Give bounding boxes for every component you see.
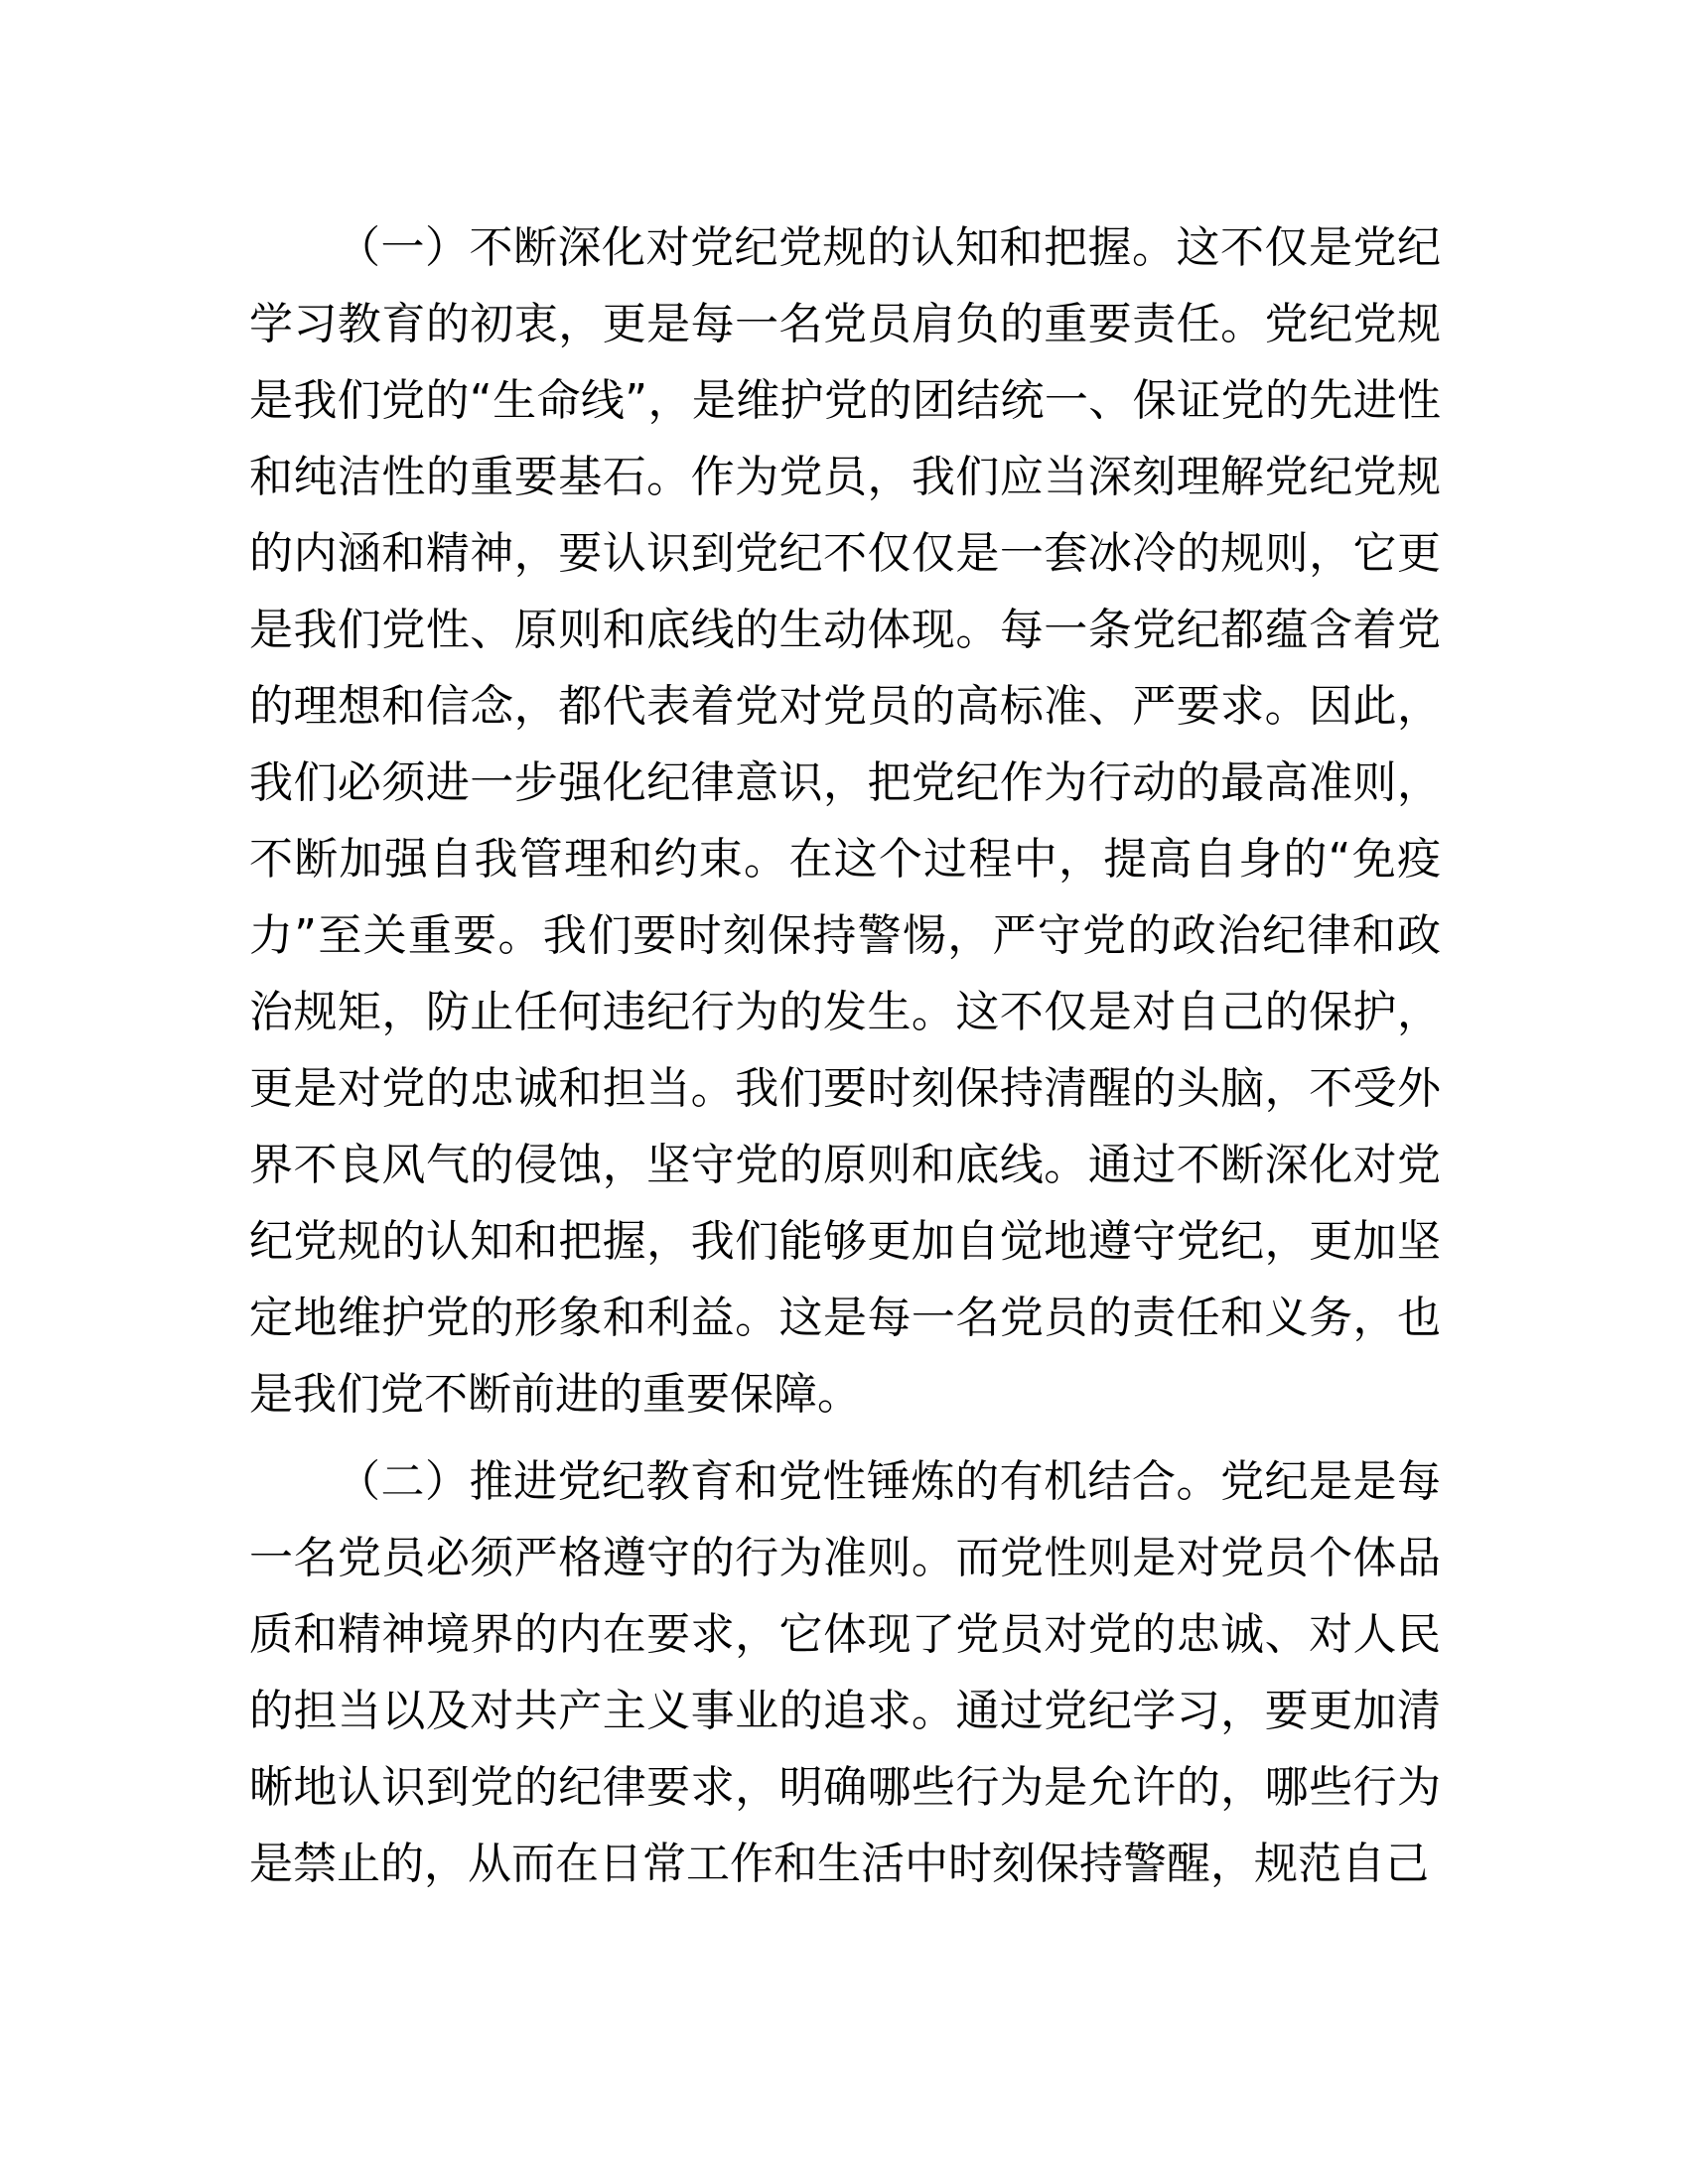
paragraph-spacer xyxy=(249,1433,1441,1443)
paragraph-2: （二）推进党纪教育和党性锤炼的有机结合。党纪是是每一名党员必须严格遵守的行为准则。而党性则是对党员个体品质和精神境界的内在要求，它体现了党员对党的忠诚、对人民的担当以及对共产主义事业的追求。通过党纪学习，要更加清晰地认识到党的纪律要求，明确哪些行为是允许的，哪些行为是禁止的，从而在日常工作和生活中时刻保持警醒，规范自己 xyxy=(249,1456,1441,1889)
document-body xyxy=(249,209,1441,1902)
paragraph-1: （一）不断深化对党纪党规的认知和把握。这不仅是党纪学习教育的初衷，更是每一名党员肩负的重要责任。党纪党规是我们党的“生命线”，是维护党的团结统一、保证党的先进性和纯洁性的重要基石。作为党员，我们应当深刻理解党纪党规的内涵和精神，要认识到党纪不仅仅是一套冰冷的规则，它更是我们党性、原则和底线的生动体现。每一条党纪都蕴含着党的理想和信念，都代表着党对党员的高标准、严要求。因此，我们必须进一步强化纪律意识，把党纪作为行动的最高准则，不断加强自我管理和约束。在这个过程中，提高自身的“免疫力”至关重要。我们要时刻保持警惕，严守党的政治纪律和政治规矩，防止任何违纪行为的发生。这不仅是对自己的保护，更是对党的忠诚和担当。我们要时刻保持清醒的头脑，不受外界不良风气的侵蚀，坚守党的原则和底线。通过不断深化对党纪党规的认知和把握，我们能够更加自觉地遵守党纪，更加坚定地维护党的形象和利益。这是每一名党员的责任和义务，也是我们党不断前进的重要保障。 xyxy=(249,222,1441,1420)
